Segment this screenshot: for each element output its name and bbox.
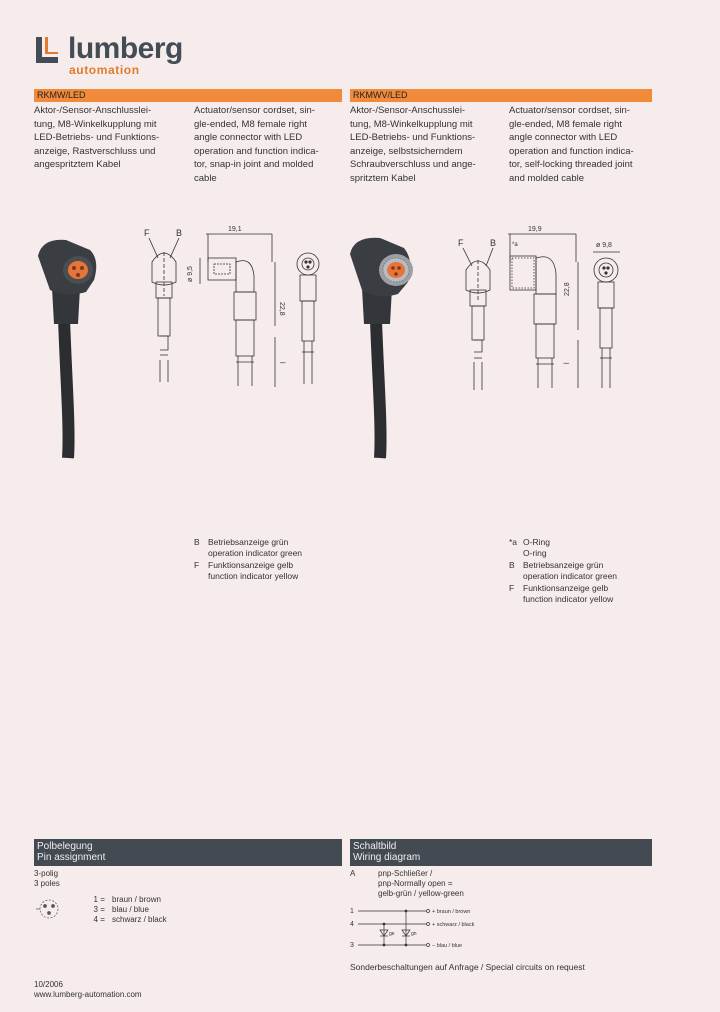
wire-label: + schwarz / black: [432, 922, 475, 928]
led-label: ge: [389, 931, 395, 937]
pin-title-en: Pin assignment: [37, 852, 106, 863]
wire-num: 4: [350, 921, 354, 928]
wiring-diagram: [348, 902, 508, 961]
left-legend-key: F: [194, 560, 200, 570]
right-legend-key: B: [509, 560, 515, 570]
wiring-note: A pnp-Schließer / pnp-Normally open = gelb-grün / yellow-green: [350, 869, 464, 898]
brand-logo-icon: [34, 35, 62, 70]
right-dim-oring: *a: [512, 242, 518, 248]
footer-url[interactable]: www.lumberg-automation.com: [34, 990, 142, 999]
wire-num: 3: [350, 942, 354, 949]
led-label: gn: [411, 931, 417, 937]
wire-num: 1: [350, 908, 354, 915]
wiring-title-de: Schaltbild: [353, 841, 397, 852]
left-dim-height: 22,8: [278, 302, 285, 316]
footer-code: 10/2006: [34, 980, 63, 989]
left-product-title: RKMW/LED: [37, 90, 86, 100]
brand-name: lumberg: [68, 32, 183, 65]
right-product-title: RKMWV/LED: [353, 90, 408, 100]
right-legend: *a O-Ring O-ring B Betriebsanzeige grün operation indicator green F Funktionsanzeige gelb function indicator yellow: [509, 537, 618, 604]
wiring-header: [350, 839, 652, 866]
pin-list: [88, 895, 167, 925]
right-dim-dia: ø 9,8: [596, 242, 612, 249]
pin-title-de: Polbelegung: [37, 841, 93, 852]
right-dim-width: 19,9: [528, 226, 542, 233]
wire-label: + braun / brown: [432, 909, 471, 915]
right-legend-key: F: [509, 583, 515, 593]
pin-poles: 3-polig 3 poles: [34, 869, 60, 888]
left-legend: B Betriebsanzeige grün operation indicator green F Funktionsanzeige gelb function indicator yellow: [194, 537, 303, 581]
wiring-note-key: A: [350, 869, 356, 878]
right-product-bar: [350, 89, 652, 102]
left-label-b: B: [176, 228, 183, 238]
right-text-de: Aktor-/Sensor-Anschusslei- tung, M8-Winkelkupplung mit LED-Betriebs- und Funktions- anzeige, selbstsicherndem Schraubverschluss und ange- spritztem Kabel: [350, 105, 476, 184]
left-text-en: Actuator/sensor cordset, sin- gle-ended, M8 female right angle connector with LED operation and function indica- tor, snap-in joint and molded cable: [194, 105, 319, 184]
list-item: 4 = schwarz / black: [93, 915, 167, 924]
left-dim-width: 19,1: [228, 226, 242, 233]
list-item: 1 = braun / brown: [93, 895, 161, 904]
wiring-title-en: Wiring diagram: [353, 852, 421, 863]
right-label-f: F: [458, 238, 464, 248]
right-product-photo: [344, 228, 424, 465]
wire-label: − blau / blue: [432, 943, 463, 949]
left-label-f: F: [144, 228, 150, 238]
left-text-de: Aktor-/Sensor-Anschlusslei- tung, M8-Winkelkupplung mit LED-Betriebs- und Funktions- anzeige, Rastverschluss und angespritztem Kabel: [34, 105, 160, 170]
pin-assignment-header: [34, 839, 342, 866]
right-dim-height: 22,8: [564, 282, 571, 296]
right-legend-key: *a: [509, 537, 518, 547]
left-technical-drawing: [130, 222, 340, 399]
right-text-en: Actuator/sensor cordset, sin- gle-ended, M8 female right angle connector with LED operation and function indica- tor, self-locking threaded joint and molded cable: [509, 105, 634, 184]
special-circuits-note: Sonderbeschaltungen auf Anfrage / Special circuits on request: [350, 962, 585, 972]
left-legend-key: B: [194, 537, 200, 547]
right-technical-drawing: [448, 222, 648, 399]
left-product-photo: [30, 228, 110, 465]
list-item: 3 = blau / blue: [93, 905, 149, 914]
right-dim-cable: l: [564, 362, 571, 364]
left-dim-cable: l: [278, 362, 285, 364]
left-dim-dia: ø 9,5: [187, 266, 194, 282]
right-label-b: B: [490, 238, 497, 248]
brand-sub: automation: [69, 63, 140, 77]
left-product-bar: [34, 89, 342, 102]
pin-face-icon: [34, 896, 64, 927]
